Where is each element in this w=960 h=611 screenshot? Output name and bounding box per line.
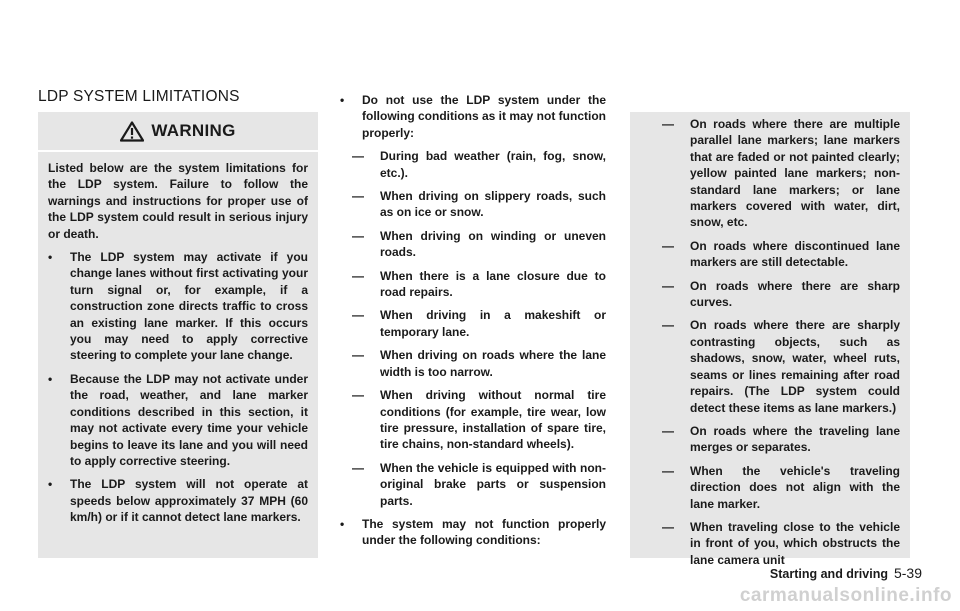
chapter-title: Starting and driving xyxy=(769,567,888,581)
dash-mark: — xyxy=(352,268,364,283)
bullet-mark: • xyxy=(48,250,53,265)
dash-mark: — xyxy=(352,388,364,403)
list-item: — When the vehicle is equipped with non-original brake parts or suspension parts. xyxy=(352,460,606,508)
bullet-mark: • xyxy=(48,371,53,386)
list-item: — When the vehicle's traveling direction does not align with the lane marker. xyxy=(662,463,900,511)
list-item: — When driving in a makeshift or temporary lane. xyxy=(352,308,606,339)
list-item: • Because the LDP may not activate under the road, weather, and lane marker conditions described in this section, it may not activate every time your vehicle begins to leave its lane and you will need to apply corrective steering. xyxy=(48,371,308,468)
list-item: — On roads where discontinued lane markers are still detectable. xyxy=(662,238,900,270)
dash-mark: — xyxy=(662,238,674,253)
dash-mark: — xyxy=(352,149,364,164)
list-item: • The LDP system may activate if you change lanes without first activating your turn signal or, for example, if a construction zone directs traffic to cross an existing lane marker. If this occurs you may need to apply corrective steering to complete your lane change. xyxy=(48,250,308,363)
bullet-mark: • xyxy=(340,93,345,107)
list-item: — When driving on slippery roads, such as on ice or snow. xyxy=(352,189,606,220)
dash-mark: — xyxy=(662,117,674,131)
dash-mark: — xyxy=(662,463,674,478)
bullet-mark: • xyxy=(340,516,345,531)
dash-mark: — xyxy=(662,318,674,333)
list-item: • Do not use the LDP system under the following conditions as it may not function properly: xyxy=(340,93,606,140)
dash-mark: — xyxy=(662,519,674,534)
dash-mark: — xyxy=(352,348,364,363)
warning-label: WARNING xyxy=(151,120,236,140)
list-item: — During bad weather (rain, fog, snow, etc.). xyxy=(352,149,606,180)
list-item: — On roads where there are multiple parallel lane markers; lane markers that are faded or not painted clearly; yellow painted lane markers; non-standard lane markers; or lane markers covered with water, dirt, snow, etc. xyxy=(662,117,900,230)
list-item: — On roads where there are sharp curves. xyxy=(662,278,900,310)
bullet-mark: • xyxy=(48,477,53,492)
watermark: carmanualsonline.info xyxy=(739,585,952,606)
list-item: — On roads where the traveling lane merges or separates. xyxy=(662,423,900,455)
list-item: • The LDP system will not operate at speeds below approximately 37 MPH (60 km/h) or if it cannot detect lane markers. xyxy=(48,477,308,525)
warning-box xyxy=(38,112,318,558)
section-title: LDP SYSTEM LIMITATIONS xyxy=(38,88,240,105)
list-item: • The system may not function properly under the following conditions: xyxy=(340,516,606,548)
dash-mark: — xyxy=(662,278,674,293)
list-item: — On roads where there are sharply contrasting objects, such as shadows, snow, water, wheel ruts, seams or lines remaining after road repairs. (The LDP system could detect these items as lane markers.) xyxy=(662,318,900,415)
dash-mark: — xyxy=(352,308,364,323)
page-footer xyxy=(770,565,922,581)
warning-header xyxy=(38,112,318,152)
list-item: — When there is a lane closure due to road repairs. xyxy=(352,268,606,300)
right-column-box xyxy=(630,112,910,567)
warning-triangle-icon xyxy=(120,121,144,142)
warning-intro: Listed below are the system limitations for the LDP system. Failure to follow the warnings and instructions for proper use of the LDP system could result in serious injury or death. xyxy=(48,161,308,241)
list-item: — When traveling close to the vehicle in front of you, which obstructs the lane camera unit xyxy=(662,519,900,567)
list-item: — When driving without normal tire conditions (for example, tire wear, low tire pressure, installation of spare tire, tire chains, non-standard wheels). xyxy=(352,388,606,452)
list-item: — When driving on winding or uneven roads. xyxy=(352,228,606,260)
dash-mark: — xyxy=(352,460,364,475)
dash-mark: — xyxy=(662,423,674,438)
page-number: 5-39 xyxy=(893,565,922,581)
middle-column xyxy=(340,92,606,556)
dash-mark: — xyxy=(352,189,364,204)
list-item: — When driving on roads where the lane width is too narrow. xyxy=(352,348,606,379)
dash-mark: — xyxy=(352,228,364,243)
